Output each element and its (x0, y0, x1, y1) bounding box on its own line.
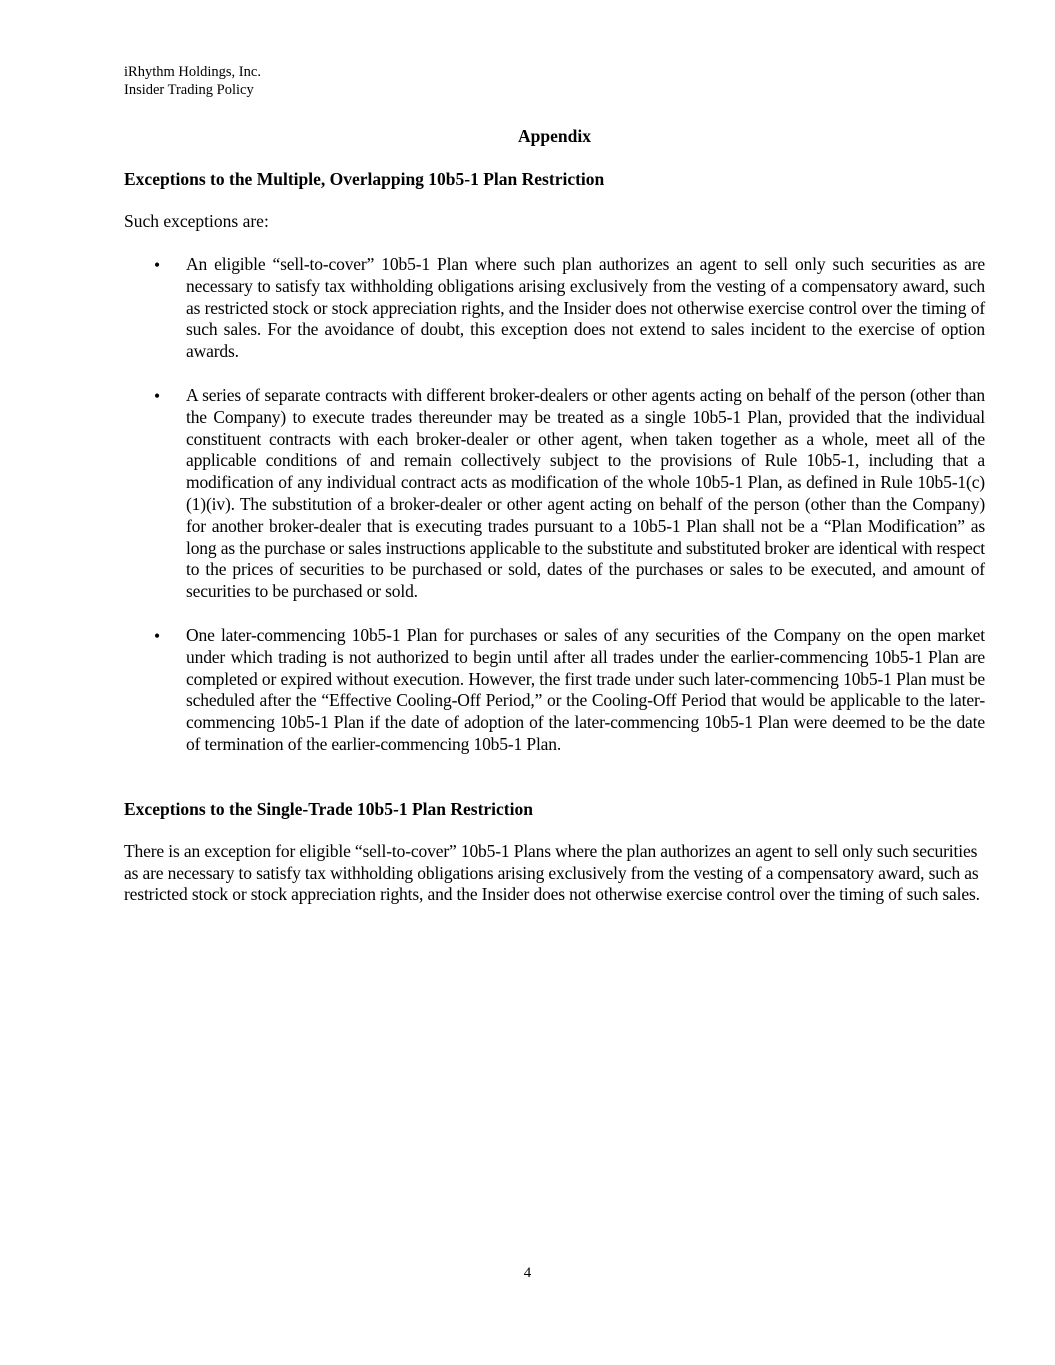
running-header (124, 63, 261, 99)
bullet-icon: • (154, 255, 161, 275)
page-number: 4 (523, 1265, 532, 1281)
header-document-title: Insider Trading Policy (124, 82, 254, 98)
section-heading-single-trade: Exceptions to the Single-Trade 10b5-1 Plan Restriction (124, 799, 533, 819)
page-title: Appendix (518, 126, 591, 146)
list-item-text: One later-commencing 10b5-1 Plan for purchases or sales of any securities of the Company on the open market under which trading is not authorized to begin until after all trades under the earlier-commencing 10b5-1 Plan are completed or expired without execution. However, the first trade under such later-commencing 10b5-1 Plan must be scheduled after the “Effective Cooling-Off Period,” or the Cooling-Off Period that would be applicable to the later-commencing 10b5-1 Plan if the date of adoption of the later-commencing 10b5-1 Plan were deemed to be the date of termination of the earlier-commencing 10b5-1 Plan. (186, 625, 985, 754)
section-body-paragraph: There is an exception for eligible “sell-to-cover” 10b5-1 Plans where the plan authorizes an agent to sell only such securities as are necessary to satisfy tax withholding obligations arising exclusively from the vesting of a compensatory award, such as restricted stock or stock appreciation rights, and the Insider does not otherwise exercise control over the timing of such sales. (124, 841, 980, 905)
header-company: iRhythm Holdings, Inc. (124, 64, 261, 80)
bullet-icon: • (154, 626, 161, 646)
list-item-text: A series of separate contracts with different broker-dealers or other agents acting on behalf of the person (other than the Company) to execute trades thereunder may be treated as a single 10b5-1 Plan, provided that the individual constituent contracts with each broker-dealer or other agent, when taken together as a whole, meet all of the applicable conditions of and remain collectively subject to the provisions of Rule 10b5-1, including that a modification of any individual contract acts as modification of the whole 10b5-1 Plan, as defined in Rule 10b5-1(c)(1)(iv). The substitution of a broker-dealer or other agent acting on behalf of the person (other than the Company) for another broker-dealer that is executing trades pursuant to a 10b5-1 Plan shall not be a “Plan Modification” as long as the purchase or sales instructions applicable to the substitute and substituted broker are identical with respect to the prices of securities to be purchased or sold, dates of the purchases or sales to be executed, and amount of securities to be purchased or sold. (186, 385, 985, 602)
section-intro: Such exceptions are: (124, 211, 269, 231)
bullet-icon: • (154, 386, 161, 406)
list-item-text: An eligible “sell-to-cover” 10b5-1 Plan where such plan authorizes an agent to sell only such securities as are necessary to satisfy tax withholding obligations arising exclusively from the vesting of a compensatory award, such as restricted stock or stock appreciation rights, and the Insider does not otherwise exercise control over the timing of such sales. For the avoidance of doubt, this exception does not extend to sales incident to the exercise of option awards. (186, 254, 985, 362)
section-heading-overlapping: Exceptions to the Multiple, Overlapping 10b5-1 Plan Restriction (124, 169, 605, 189)
